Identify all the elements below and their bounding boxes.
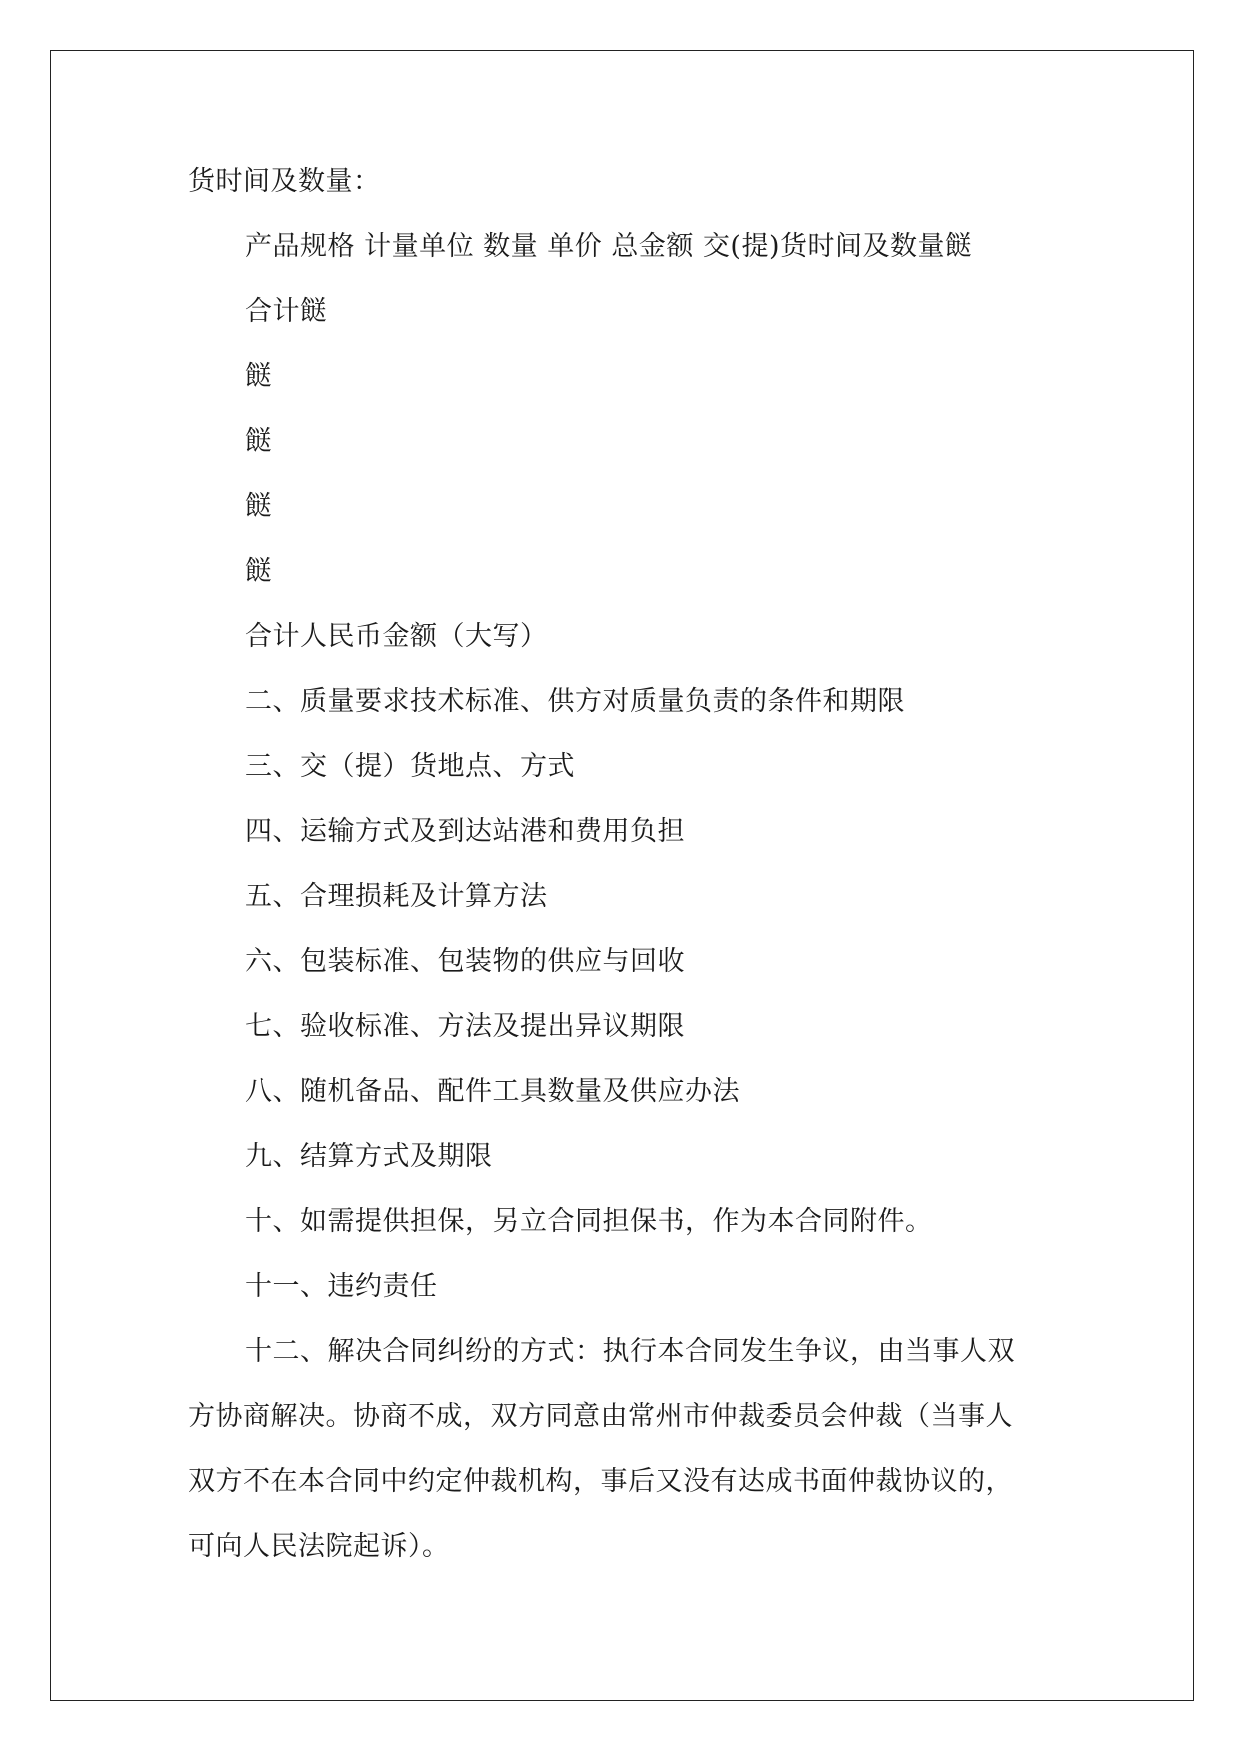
page-border	[50, 50, 1194, 1701]
clause-heading: 十二、解决合同纠纷的方式：执行本合同发生争议，由当事人双	[245, 1336, 1015, 1367]
text-line: 餸	[245, 361, 273, 392]
text-line: 餸	[245, 426, 273, 457]
paragraph-line: 双方不在本合同中约定仲裁机构，事后又没有达成书面仲裁协议的，	[188, 1466, 1013, 1497]
clause-heading: 九、结算方式及期限	[245, 1141, 493, 1172]
clause-heading: 十一、违约责任	[245, 1271, 438, 1302]
clause-heading: 七、验收标准、方法及提出异议期限	[245, 1011, 685, 1042]
clause-heading: 二、质量要求技术标准、供方对质量负责的条件和期限	[245, 686, 905, 717]
clause-heading: 五、合理损耗及计算方法	[245, 881, 548, 912]
table-header-line: 产品规格 计量单位 数量 单价 总金额 交(提)货时间及数量餸	[245, 231, 973, 262]
paragraph-line: 可向人民法院起诉）。	[188, 1531, 450, 1562]
text-line: 餸	[245, 556, 273, 587]
text-line: 合计人民币金额（大写）	[245, 621, 548, 652]
clause-heading: 六、包装标准、包装物的供应与回收	[245, 946, 685, 977]
text-line: 餸	[245, 491, 273, 522]
clause-heading: 八、随机备品、配件工具数量及供应办法	[245, 1076, 740, 1107]
text-line: 货时间及数量：	[188, 166, 381, 197]
clause-heading: 十、如需提供担保，另立合同担保书，作为本合同附件。	[245, 1206, 933, 1237]
paragraph-line: 方协商解决。协商不成，双方同意由常州市仲裁委员会仲裁（当事人	[188, 1401, 1013, 1432]
text-line: 合计餸	[245, 296, 328, 327]
clause-heading: 四、运输方式及到达站港和费用负担	[245, 816, 685, 847]
clause-heading: 三、交（提）货地点、方式	[245, 751, 575, 782]
